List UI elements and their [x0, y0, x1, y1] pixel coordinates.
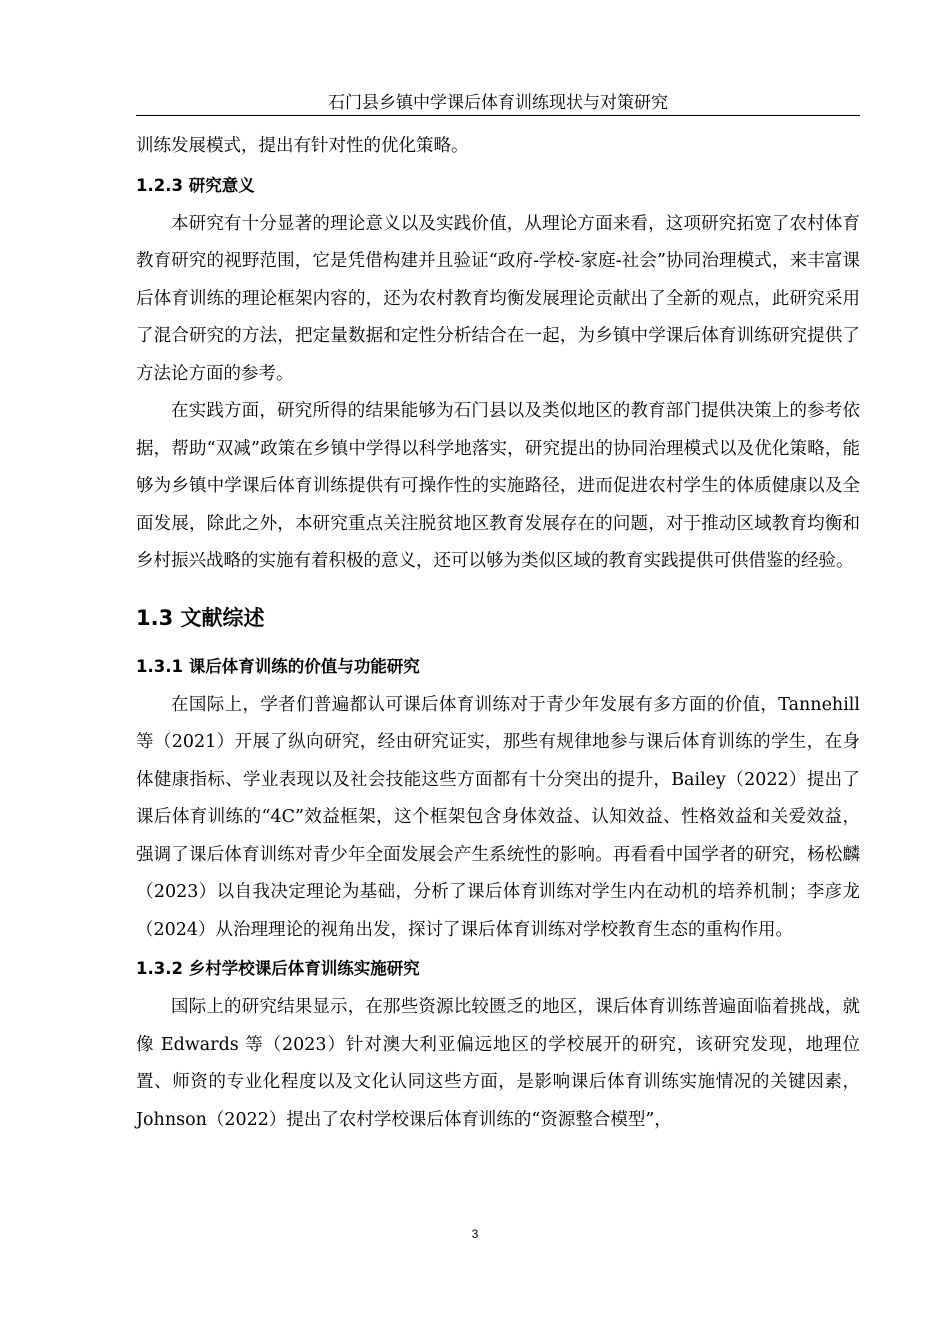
heading-1-3-2: 1.3.2 乡村学校课后体育训练实施研究	[136, 959, 420, 978]
paragraph-significance-theory: 本研究有十分显著的理论意义以及实践价值，从理论方面来看，这项研究拓宽了农村体育教育研究的视野范围，它是凭借构建并且验证“政府-学校-家庭-社会”协同治理模式，来丰富课后体育训练的理论框架内容的，还为农村教育均衡发展理论贡献出了全新的观点，此研究采用了混合研究的方法，把定量数据和定性分析结合在一起，为乡镇中学课后体育训练研究提供了方法论方面的参考。	[136, 213, 860, 384]
header-divider	[136, 115, 860, 116]
page-number: 3	[471, 1227, 479, 1241]
running-header: 石门县乡镇中学课后体育训练现状与对策研究	[328, 93, 668, 113]
heading-1-3: 1.3 文献综述	[136, 605, 265, 630]
page-body	[136, 128, 860, 1139]
paragraph-value-function: 在国际上，学者们普遍都认可课后体育训练对于青少年发展有多方面的价值，Tannehill 等（2021）开展了纵向研究，经由研究证实，那些有规律地参与课后体育训练的学生，在身体健康指标、学业表现以及社会技能这些方面都有十分突出的提升，Bailey（2022）提出了课后体育训练的“4C”效益框架，这个框架包含身体效益、认知效益、性格效益和关爱效益，强调了课后体育训练对青少年全面发展会产生系统性的影响。再看看中国学者的研究，杨松麟（2023）以自我决定理论为基础，分析了课后体育训练对学生内在动机的培养机制；李彦龙（2024）从治理理论的视角出发，探讨了课后体育训练对学校教育生态的重构作用。	[136, 694, 860, 940]
paragraph-rural-implementation: 国际上的研究结果显示，在那些资源比较匮乏的地区，课后体育训练普遍面临着挑战，就像 Edwards 等（2023）针对澳大利亚偏远地区的学校展开的研究，该研究发现，地理位置、师资的专业化程度以及文化认同这些方面，是影响课后体育训练实施情况的关键因素，Johnson（2022）提出了农村学校课后体育训练的“资源整合模型”，	[136, 997, 860, 1130]
paragraph-continuation: 训练发展模式，提出有针对性的优化策略。	[136, 136, 469, 156]
paragraph-significance-practice: 在实践方面，研究所得的结果能够为石门县以及类似地区的教育部门提供决策上的参考依据，帮助“双减”政策在乡镇中学得以科学地落实，研究提出的协同治理模式以及优化策略，能够为乡镇中学课后体育训练提供有可操作性的实施路径，进而促进农村学生的体质健康以及全面发展，除此之外，本研究重点关注脱贫地区教育发展存在的问题，对于推动区域教育均衡和乡村振兴战略的实施有着积极的意义，还可以够为类似区域的教育实践提供可供借鉴的经验。	[136, 401, 860, 571]
heading-1-2-3: 1.2.3 研究意义	[136, 175, 255, 195]
heading-1-3-1: 1.3.1 课后体育训练的价值与功能研究	[136, 656, 420, 676]
